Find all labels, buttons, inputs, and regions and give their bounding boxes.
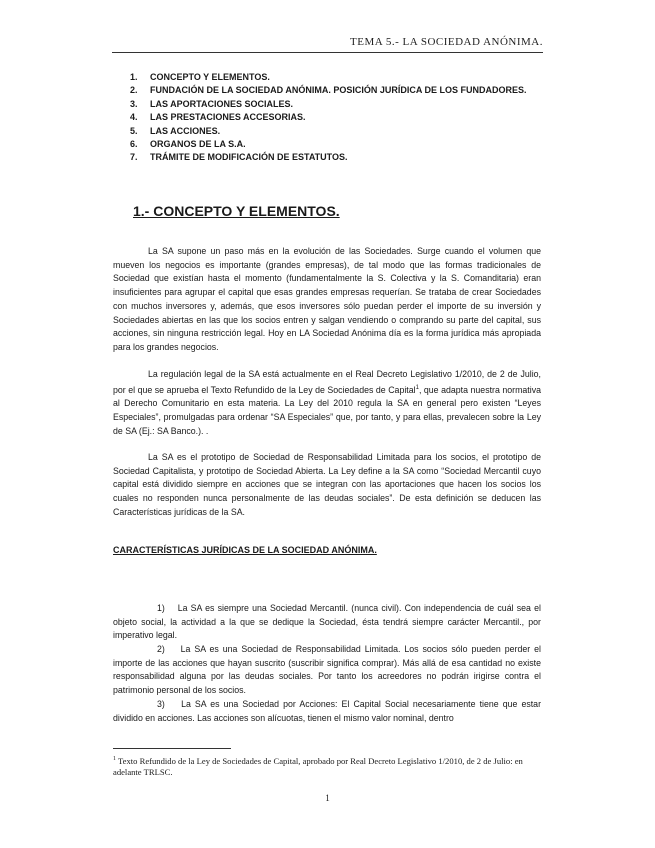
toc-item: 6. ORGANOS DE LA S.A.: [130, 139, 246, 150]
toc-item: 2. FUNDACIÓN DE LA SOCIEDAD ANÓNIMA. POSICIÓN JURÍDICA DE LOS FUNDADORES.: [130, 85, 527, 96]
header-rule: [112, 52, 543, 53]
list-item: 2) La SA es una Sociedad de Responsabilidad Limitada. Los socios sólo pueden perder el importe de las acciones que hayan suscrito (suscribir significa comprar). Más allá de esa cantidad no existe responsabilidad alguna por las deudas sociales. Por tanto los acreedores no podrán irigirse contra el patrimonio personal de los socios.: [113, 644, 541, 696]
toc-item: 4. LAS PRESTACIONES ACCESORIAS.: [130, 112, 306, 123]
footnote-reference[interactable]: 1: [415, 384, 419, 391]
page-number: 1: [325, 793, 330, 803]
toc-item: 7. TRÁMITE DE MODIFICACIÓN DE ESTATUTOS.: [130, 152, 348, 163]
section-heading: 1.- CONCEPTO Y ELEMENTOS.: [133, 203, 340, 219]
running-header: TEMA 5.- LA SOCIEDAD ANÓNIMA.: [350, 36, 543, 48]
paragraph-regulation: La regulación legal de la SA está actualmente en el Real Decreto Legislativo 1/2010, de 2 de Julio, por el que se aprueba el Texto Refundido de la Ley de Sociedades de Capital$^1$, que adapta nuestra normativa al Derecho Comunitario en esta materia. La Ley del 2010 regula la SA en general pero existen “Leyes Especiales”, promulgadas para ordenar “SA Especiales” que, por tanto, y para ellas, prevalecen sobre la Ley de SA (Ej.: SA Banco.). .: [113, 369, 541, 436]
paragraph-intro: La SA supone un paso más en la evolución de las Sociedades. Surge cuando el volumen que mueven los negocios es importante (grandes empresas), de tal modo que las formas tradicionales de Sociedad que existían hasta el momento (fundamentalmente la S. Colectiva y la S. Comanditaria) eran insuficientes para agrupar el capital que esas grandes empresas requerían. Se trataba de crear Sociedades con muchos inversores y, además, que esos inversores sólo puedan perder el importe de su inversión y Sociedades abiertas en las que los socios entren y salgan vendiendo o comprando su parte del capital, sus acciones, sin ninguna restricción legal. Hoy en LA Sociedad Anónima día es la forma jurídica más apropiada para los grandes negocios.: [113, 246, 541, 352]
footnote: $^1$ Texto Refundido de la Ley de Sociedades de Capital, aprobado por Real Decreto Legislativo 1/2010, de 2 de Julio: en adelante TRLSC.: [113, 755, 523, 777]
footnote-separator: [113, 748, 231, 749]
toc-item: 3. LAS APORTACIONES SOCIALES.: [130, 98, 294, 109]
paragraph-definition: La SA es el prototipo de Sociedad de Responsabilidad Limitada para los socios, el prototipo de Sociedad Capitalista, y prototipo de Sociedad Abierta. La Ley define a la SA como “Sociedad Mercantil cuyo capital está dividido siempre en acciones que se integran con las aportaciones que hacen los socios los cuales no responden nunca personalmente de las deudas sociales”. De esta definición se deducen las Características jurídicas de la SA.: [113, 452, 541, 517]
list-item: 1) La SA es siempre una Sociedad Mercantil. (nunca civil). Con independencia de cuál sea el objeto social, la actividad a la que se dedique la Sociedad, ésta tendrá siempre carácter Mercantil., por imperativo legal.: [113, 603, 542, 641]
subheading-characteristics: CARACTERÍSTICAS JURÍDICAS DE LA SOCIEDAD ANÓNIMA.: [113, 545, 377, 555]
toc-item: 1. CONCEPTO Y ELEMENTOS.: [130, 72, 270, 82]
list-item: 3) La SA es una Sociedad por Acciones: El Capital Social necesariamente tiene que estar dividido en acciones. Las acciones son alícuotas, tienen el mismo valor nominal, dentro: [113, 699, 541, 723]
toc-item: 5. LAS ACCIONES.: [130, 125, 221, 136]
table-of-contents: [130, 71, 550, 165]
